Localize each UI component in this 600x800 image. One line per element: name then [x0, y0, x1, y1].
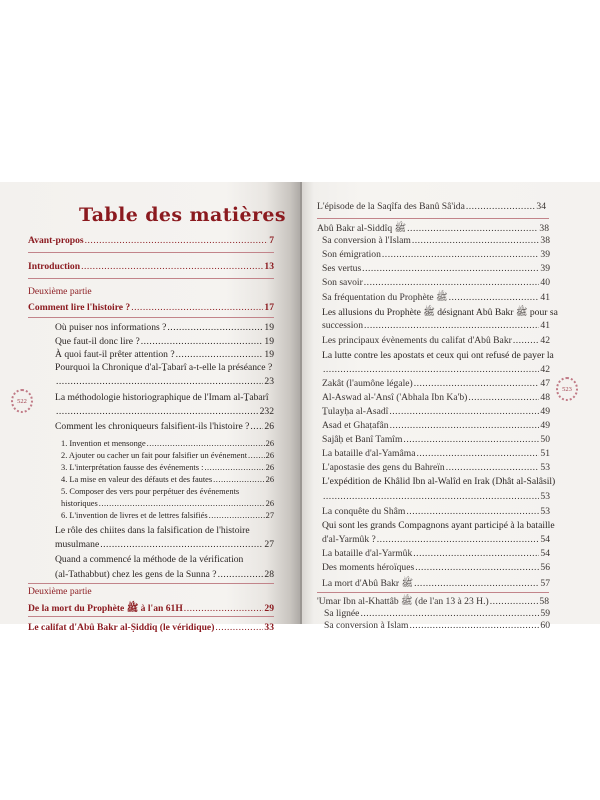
toc-entry[interactable]: (al-Tathabbut) chez les gens de la Sunna ? ..... 28	[55, 569, 274, 580]
toc-entry[interactable]: Les principaux évènements du califat d'Abû Bakr ..... 42	[322, 335, 550, 346]
part-heading: Deuxième partie	[28, 286, 92, 297]
toc-entry[interactable]: ..... 53	[322, 491, 550, 502]
toc-entry[interactable]: La mort d'Abû Bakr ﷺ ..... 57	[322, 577, 550, 591]
toc-entry[interactable]: ..... 42	[322, 364, 550, 375]
toc-entry-line1[interactable]: Les allusions du Prophète ﷺ désignant Abû Bakr ﷺ pour sa	[322, 307, 558, 318]
divider	[28, 616, 274, 617]
part-heading: Deuxième partie	[28, 586, 92, 597]
toc-entry[interactable]: musulmane ..... 27	[55, 539, 274, 550]
toc-entry[interactable]: Où puiser nos informations ? ..... 19	[55, 322, 274, 333]
divider	[317, 592, 549, 593]
toc-entry[interactable]: L'épisode de la Saqîfa des Banû Sâ'ida ..... 34	[317, 201, 546, 212]
divider	[28, 252, 274, 253]
open-book	[0, 182, 600, 633]
toc-entry[interactable]: Comment les chroniqueurs falsifient-ils l'histoire ? ..... 26	[55, 421, 274, 432]
divider	[28, 278, 274, 279]
toc-subentry-line1[interactable]: 5. Composer des vers pour perpétuer des événements	[61, 487, 240, 496]
page-title: Table des matières	[79, 204, 287, 226]
toc-entry[interactable]: Sa fréquentation du Prophète ﷺ ..... 41	[322, 291, 550, 305]
toc-entry[interactable]: succession ..... 41	[322, 320, 550, 331]
toc-entry-line1[interactable]: L'expédition de Khâlid Ibn al-Walîd en Irak (Dhât al-Salâsil)	[322, 476, 556, 487]
toc-subentry[interactable]: 2. Ajouter ou cacher un fait pour falsifier un événement ..... 26	[61, 451, 274, 460]
toc-entry[interactable]: Ṯulayḥa al-Asadî ..... 49	[322, 406, 550, 417]
toc-entry[interactable]: Sa conversion à Islam ..... 60	[324, 620, 550, 631]
toc-entry-line1[interactable]: La lutte contre les apostats et ceux qui ont refusé de payer la	[322, 350, 554, 361]
toc-entry[interactable]: Que faut-il donc lire ? ..... 19	[55, 336, 274, 347]
toc-subentry[interactable]: 4. La mise en valeur des défauts et des fautes ..... 26	[61, 475, 274, 484]
toc-entry[interactable]: d'al-Yarmûk ? ..... 54	[322, 534, 550, 545]
toc-entry[interactable]: Al-Aswad al-'Ansî ('Abhala Ibn Ka'b) ..... 48	[322, 392, 550, 403]
toc-subentry[interactable]: 6. L'invention de livres et de lettres falsifiés ..... 27	[61, 511, 274, 520]
toc-entry[interactable]: Avant-propos ..... 7	[28, 235, 274, 246]
toc-entry[interactable]: La bataille d'al-Yarmûk ..... 54	[322, 548, 550, 559]
toc-entry[interactable]: ..... 232	[55, 406, 274, 417]
page-number-medallion	[556, 377, 578, 401]
toc-entry-line1[interactable]: Qui sont les grands Compagnons ayant participé à la bataille	[322, 520, 555, 531]
toc-entry[interactable]: Asad et Ghaṭafân ..... 49	[322, 420, 550, 431]
page-number: 523	[562, 385, 572, 393]
toc-entry[interactable]: Son savoir ..... 40	[322, 277, 550, 288]
toc-entry[interactable]: Le califat d'Abû Bakr al-Ṣiddîq (le véridique) ..... 33	[28, 622, 274, 633]
divider	[28, 583, 274, 584]
toc-entry[interactable]: Introduction ..... 13	[28, 261, 274, 272]
toc-entry[interactable]: La conquête du Shâm ..... 53	[322, 506, 550, 517]
toc-entry[interactable]: Comment lire l'histoire ? ..... 17	[28, 302, 274, 313]
page-number: 522	[17, 397, 27, 405]
toc-entry[interactable]: De la mort du Prophète ﷺ à l'an 61H ..... 29	[28, 602, 274, 616]
toc-entry[interactable]: Son émigration ..... 39	[322, 249, 550, 260]
toc-entry[interactable]: Sajâḥ et Banî Tamîm ..... 50	[322, 434, 550, 445]
left-page	[0, 182, 302, 633]
toc-entry-line1[interactable]: La méthodologie historiographique de l'Imam al-Ṯabarî	[55, 392, 269, 403]
toc-entry[interactable]: Sa conversion à l'Islam ..... 38	[322, 235, 550, 246]
toc-entry[interactable]: Ses vertus ..... 39	[322, 263, 550, 274]
toc-entry[interactable]: 'Umar Ibn al-Khattâb ﷺ (de l'an 13 à 23 H.) ..... 58	[317, 595, 549, 609]
toc-subentry[interactable]: 1. Invention et mensonge ..... 26	[61, 439, 274, 448]
divider	[28, 317, 274, 318]
toc-entry-line1[interactable]: Le rôle des chiites dans la falsification de l'histoire	[55, 525, 250, 536]
toc-entry[interactable]: Des moments héroïques ..... 56	[322, 562, 550, 573]
toc-subentry[interactable]: historiques ..... 26	[61, 499, 274, 508]
right-page	[302, 182, 600, 631]
toc-entry-line1[interactable]: Pourquoi la Chronique d'al-Ṯabarî a-t-elle la préséance ?	[55, 362, 273, 373]
toc-entry[interactable]: Zakât (l'aumône légale) ..... 47	[322, 378, 550, 389]
toc-entry[interactable]: ..... 23	[55, 376, 274, 387]
toc-entry[interactable]: À quoi faut-il prêter attention ? ..... 19	[55, 349, 274, 360]
page-number-medallion	[11, 389, 33, 413]
toc-entry[interactable]: Sa lignée ..... 59	[324, 608, 550, 619]
toc-entry-line1[interactable]: Quand a commencé la méthode de la vérification	[55, 554, 244, 565]
toc-subentry[interactable]: 3. L'interprétation fausse des événements : ..... 26	[61, 463, 274, 472]
toc-entry[interactable]: Abû Bakr al-Siddîq ﷺ ..... 38	[317, 222, 549, 236]
divider	[317, 218, 549, 219]
toc-entry[interactable]: L'apostasie des gens du Bahreïn ..... 53	[322, 462, 550, 473]
toc-entry[interactable]: La bataille d'al-Yamâma ..... 51	[322, 448, 550, 459]
